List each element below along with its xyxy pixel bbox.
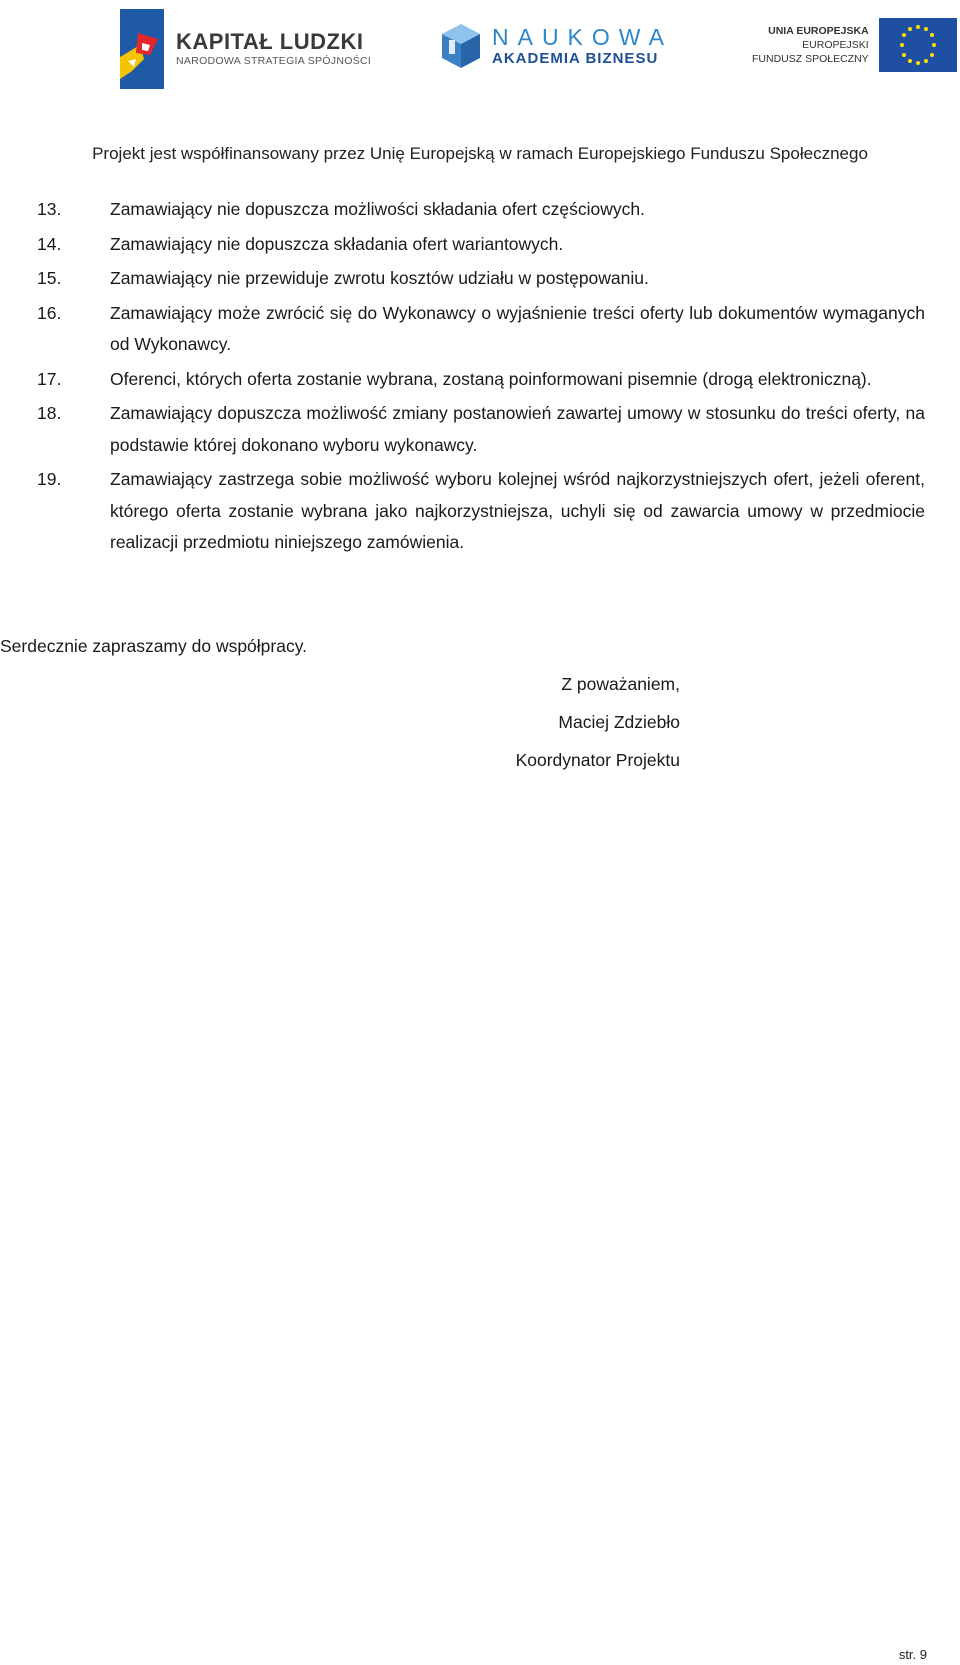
list-item bbox=[37, 229, 925, 261]
list-item-text: Zamawiający nie dopuszcza możliwości składania ofert częściowych. bbox=[110, 199, 645, 219]
kapital-ludzki-emblem-icon bbox=[118, 9, 166, 89]
list-item-text: Oferenci, których oferta zostanie wybrana, zostaną poinformowani pisemnie (drogą elektroniczną). bbox=[110, 368, 872, 389]
list-item-number: 16. bbox=[37, 302, 62, 323]
logo-ue-line1: UNIA EUROPEJSKA bbox=[768, 25, 869, 37]
logo-ue-line2: EUROPEJSKI bbox=[802, 39, 869, 51]
closing-greeting: Serdecznie zapraszamy do współpracy. bbox=[0, 636, 308, 656]
list-item-text: Zamawiający nie dopuszcza składania ofert wariantowych. bbox=[110, 233, 564, 254]
logo-ue-line3: FUNDUSZ SPOŁECZNY bbox=[752, 53, 869, 65]
logo-unia-europejska bbox=[752, 14, 957, 76]
list-item bbox=[37, 298, 925, 361]
logo-nab-title: NAUKOWA bbox=[492, 24, 673, 50]
list-item-number: 17. bbox=[37, 368, 62, 389]
naukowa-akademia-cube-icon bbox=[440, 22, 482, 70]
list-item-number: 15. bbox=[37, 268, 62, 288]
project-cofinancing-line: Projekt jest współfinansowany przez Unię Europejską w ramach Europejskiego Funduszu Społecznego bbox=[92, 144, 868, 163]
signature-regards: Z poważaniem, bbox=[561, 674, 680, 694]
list-item-number: 13. bbox=[37, 199, 62, 219]
list-item-text: Zamawiający zastrzega sobie możliwość wyboru kolejnej wśród najkorzystniejszych ofert, jeżeli oferent, którego oferta zostanie wybrana jako najkorzystniejsza, uchyli się od zawarcia umowy w przedmiocie realizacji przedmiotu niniejszego zamówienia. bbox=[110, 469, 925, 552]
eu-flag-icon bbox=[879, 18, 957, 72]
conditions-list bbox=[37, 194, 925, 562]
list-item-text: Zamawiający może zwrócić się do Wykonawcy o wyjaśnienie treści oferty lub dokumentów wymaganych od Wykonawcy. bbox=[110, 302, 925, 354]
list-item-number: 14. bbox=[37, 233, 62, 254]
list-item bbox=[37, 194, 925, 226]
logo-kapital-ludzki bbox=[118, 8, 371, 90]
signature-name: Maciej Zdziebło bbox=[558, 712, 680, 732]
list-item-number: 18. bbox=[37, 403, 62, 423]
list-item bbox=[37, 364, 925, 396]
logo-nab-subtitle: AKADEMIA BIZNESU bbox=[492, 50, 659, 67]
list-item bbox=[37, 263, 925, 295]
logo-kl-subtitle: NARODOWA STRATEGIA SPÓJNOŚCI bbox=[176, 55, 372, 67]
logo-kl-title: KAPITAŁ LUDZKI bbox=[176, 29, 364, 54]
list-item bbox=[37, 464, 925, 559]
logo-naukowa-akademia-biznesu bbox=[440, 18, 673, 74]
header-logos bbox=[0, 0, 960, 110]
list-item bbox=[37, 398, 925, 461]
page-number: str. 9 bbox=[898, 1647, 927, 1662]
signature-role: Koordynator Projektu bbox=[515, 750, 680, 770]
list-item-number: 19. bbox=[37, 469, 62, 489]
list-item-text: Zamawiający nie przewiduje zwrotu kosztów udziału w postępowaniu. bbox=[110, 268, 649, 288]
list-item-text: Zamawiający dopuszcza możliwość zmiany postanowień zawartej umowy w stosunku do treści oferty, na podstawie której dokonano wyboru wykonawcy. bbox=[110, 403, 925, 455]
